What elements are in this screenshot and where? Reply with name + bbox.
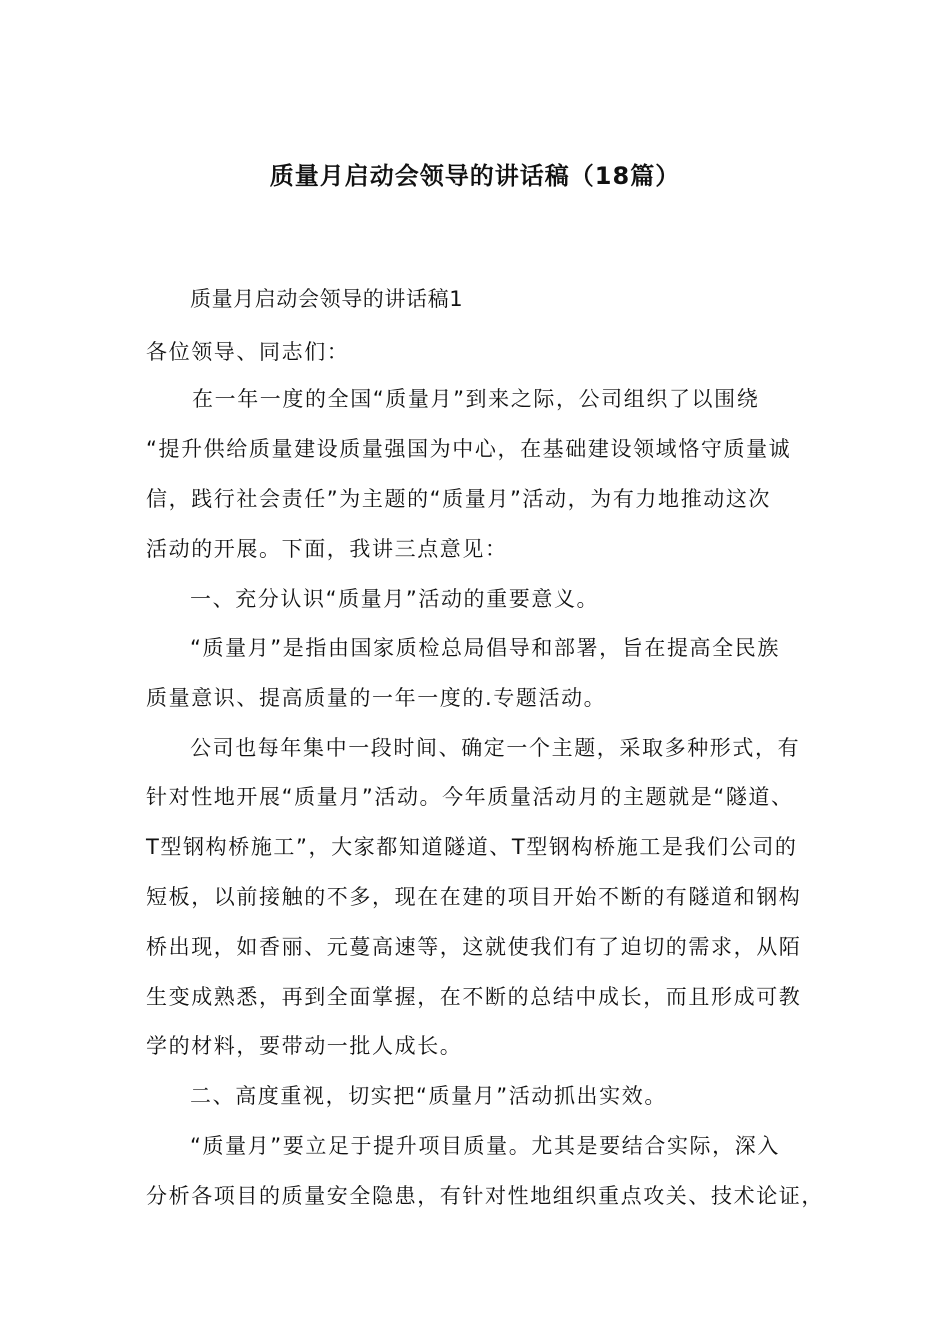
paragraph-line: 桥出现，如香丽、元蔓高速等，这就使我们有了迫切的需求，从陌 [146,935,802,959]
subheading-1: 一、充分认识“质量月”活动的重要意义。 [190,587,600,611]
paragraph-line: 短板，以前接触的不多，现在在建的项目开始不断的有隧道和钢构 [146,885,802,909]
paragraph-line: 质量意识、提高质量的一年一度的.专题活动。 [146,686,607,710]
subheading-2: 二、高度重视，切实把“质量月”活动抓出实效。 [190,1084,667,1108]
paragraph-line: “质量月”是指由国家质检总局倡导和部署，旨在提高全民族 [190,636,780,660]
paragraph-line: 学的材料，要带动一批人成长。 [146,1034,463,1058]
section-heading: 质量月启动会领导的讲话稿1 [190,287,464,311]
salutation: 各位领导、同志们： [146,340,350,364]
paragraph-line: 分析各项目的质量安全隐患，有针对性地组织重点攻关、技术论证， [146,1184,824,1208]
document-title: 质量月启动会领导的讲话稿（18篇） [269,162,681,190]
paragraph-line: “质量月”要立足于提升项目质量。尤其是要结合实际，深入 [190,1134,780,1158]
paragraph-line: 在一年一度的全国“质量月”到来之际，公司组织了以围绕 [192,387,760,411]
paragraph-line: 活动的开展。下面，我讲三点意见： [146,537,508,561]
paragraph-line: T型钢构桥施工”，大家都知道隧道、T型钢构桥施工是我们公司的 [146,835,798,859]
paragraph-line: 公司也每年集中一段时间、确定一个主题，采取多种形式，有 [190,736,801,760]
paragraph-line: 针对性地开展“质量月”活动。今年质量活动月的主题就是“隧道、 [146,785,794,809]
paragraph-line: “提升供给质量建设质量强国为中心，在基础建设领域恪守质量诚 [146,437,792,461]
paragraph-line: 信，践行社会责任”为主题的“质量月”活动，为有力地推动这次 [146,487,772,511]
paragraph-line: 生变成熟悉，再到全面掌握，在不断的总结中成长，而且形成可教 [146,985,802,1009]
